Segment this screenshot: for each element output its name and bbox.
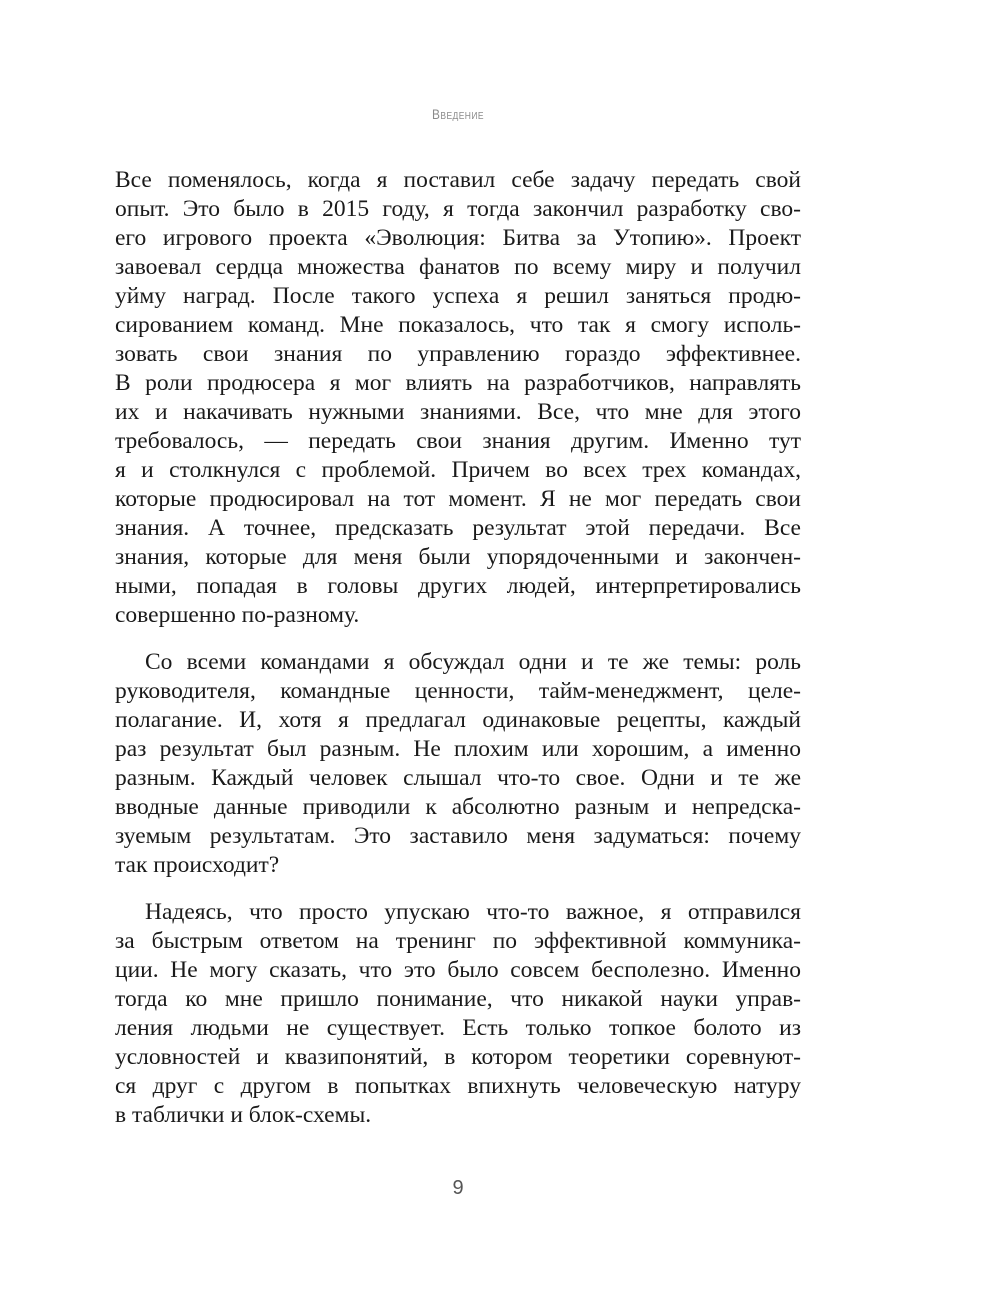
text-line: раз результат был разным. Не плохим или хорошим, а именно <box>115 736 801 762</box>
running-header: Введение <box>431 106 485 122</box>
text-line: требовалось, — передать свои знания другим. Именно тут <box>115 428 801 454</box>
text-line: ся друг с другом в попытках впихнуть человеческую натуру <box>115 1073 801 1099</box>
paragraph <box>115 898 801 1130</box>
text-line: ления людьми не существует. Есть только топкое болото из <box>115 1015 801 1041</box>
text-line: Надеясь, что просто упускаю что-то важное, я отправился <box>145 899 801 925</box>
text-line: полагание. И, хотя я предлагал одинаковые рецепты, каждый <box>115 707 801 733</box>
text-line: зуемым результатам. Это заставило меня задуматься: почему <box>115 823 801 849</box>
text-line: знания, которые для меня были упорядоченными и закончен- <box>115 544 801 570</box>
text-line: совершенно по-разному. <box>115 602 360 628</box>
text-line: В роли продюсера я мог влиять на разработчиков, направлять <box>115 370 801 396</box>
paragraph <box>115 648 801 880</box>
text-line: опыт. Это было в 2015 году, я тогда закончил разработку сво- <box>115 196 801 222</box>
text-line: его игрового проекта «Эволюция: Битва за Утопию». Проект <box>115 225 801 251</box>
text-line: в таблички и блок-схемы. <box>115 1102 372 1128</box>
text-line: зовать свои знания по управлению гораздо эффективнее. <box>115 341 801 367</box>
text-line: так происходит? <box>115 852 280 878</box>
text-line: ции. Не могу сказать, что это было совсем бесполезно. Именно <box>115 957 801 983</box>
text-line: руководителя, командные ценности, тайм-менеджмент, целе- <box>115 678 801 704</box>
text-line: сированием команд. Мне показалось, что так я смогу исполь- <box>115 312 801 338</box>
text-line: уйму наград. После такого успеха я решил заняться продю- <box>115 283 801 309</box>
text-line: я и столкнулся с проблемой. Причем во всех трех командах, <box>115 457 801 483</box>
page-body <box>115 166 801 1148</box>
text-line: завоевал сердца множества фанатов по всему миру и получил <box>115 254 801 280</box>
text-line: за быстрым ответом на тренинг по эффективной коммуника- <box>115 928 801 954</box>
paragraph <box>115 166 801 630</box>
text-line: Со всеми командами я обсуждал одни и те же темы: роль <box>145 649 801 675</box>
text-line: вводные данные приводили к абсолютно разным и непредска- <box>115 794 801 820</box>
text-line: тогда ко мне пришло понимание, что никакой науки управ- <box>115 986 801 1012</box>
text-line: которые продюсировал на тот момент. Я не мог передать свои <box>115 486 801 512</box>
text-line: разным. Каждый человек слышал что-то свое. Одни и те же <box>115 765 801 791</box>
page-number: 9 <box>452 1177 464 1199</box>
text-line: ными, попадая в головы других людей, интерпретировались <box>115 573 801 599</box>
text-line: условностей и квазипонятий, в котором теоретики соревнуют- <box>115 1044 801 1070</box>
text-line: Все поменялось, когда я поставил себе задачу передать свой <box>115 167 801 193</box>
text-line: их и накачивать нужными знаниями. Все, что мне для этого <box>115 399 801 425</box>
text-line: знания. А точнее, предсказать результат этой передачи. Все <box>115 515 801 541</box>
